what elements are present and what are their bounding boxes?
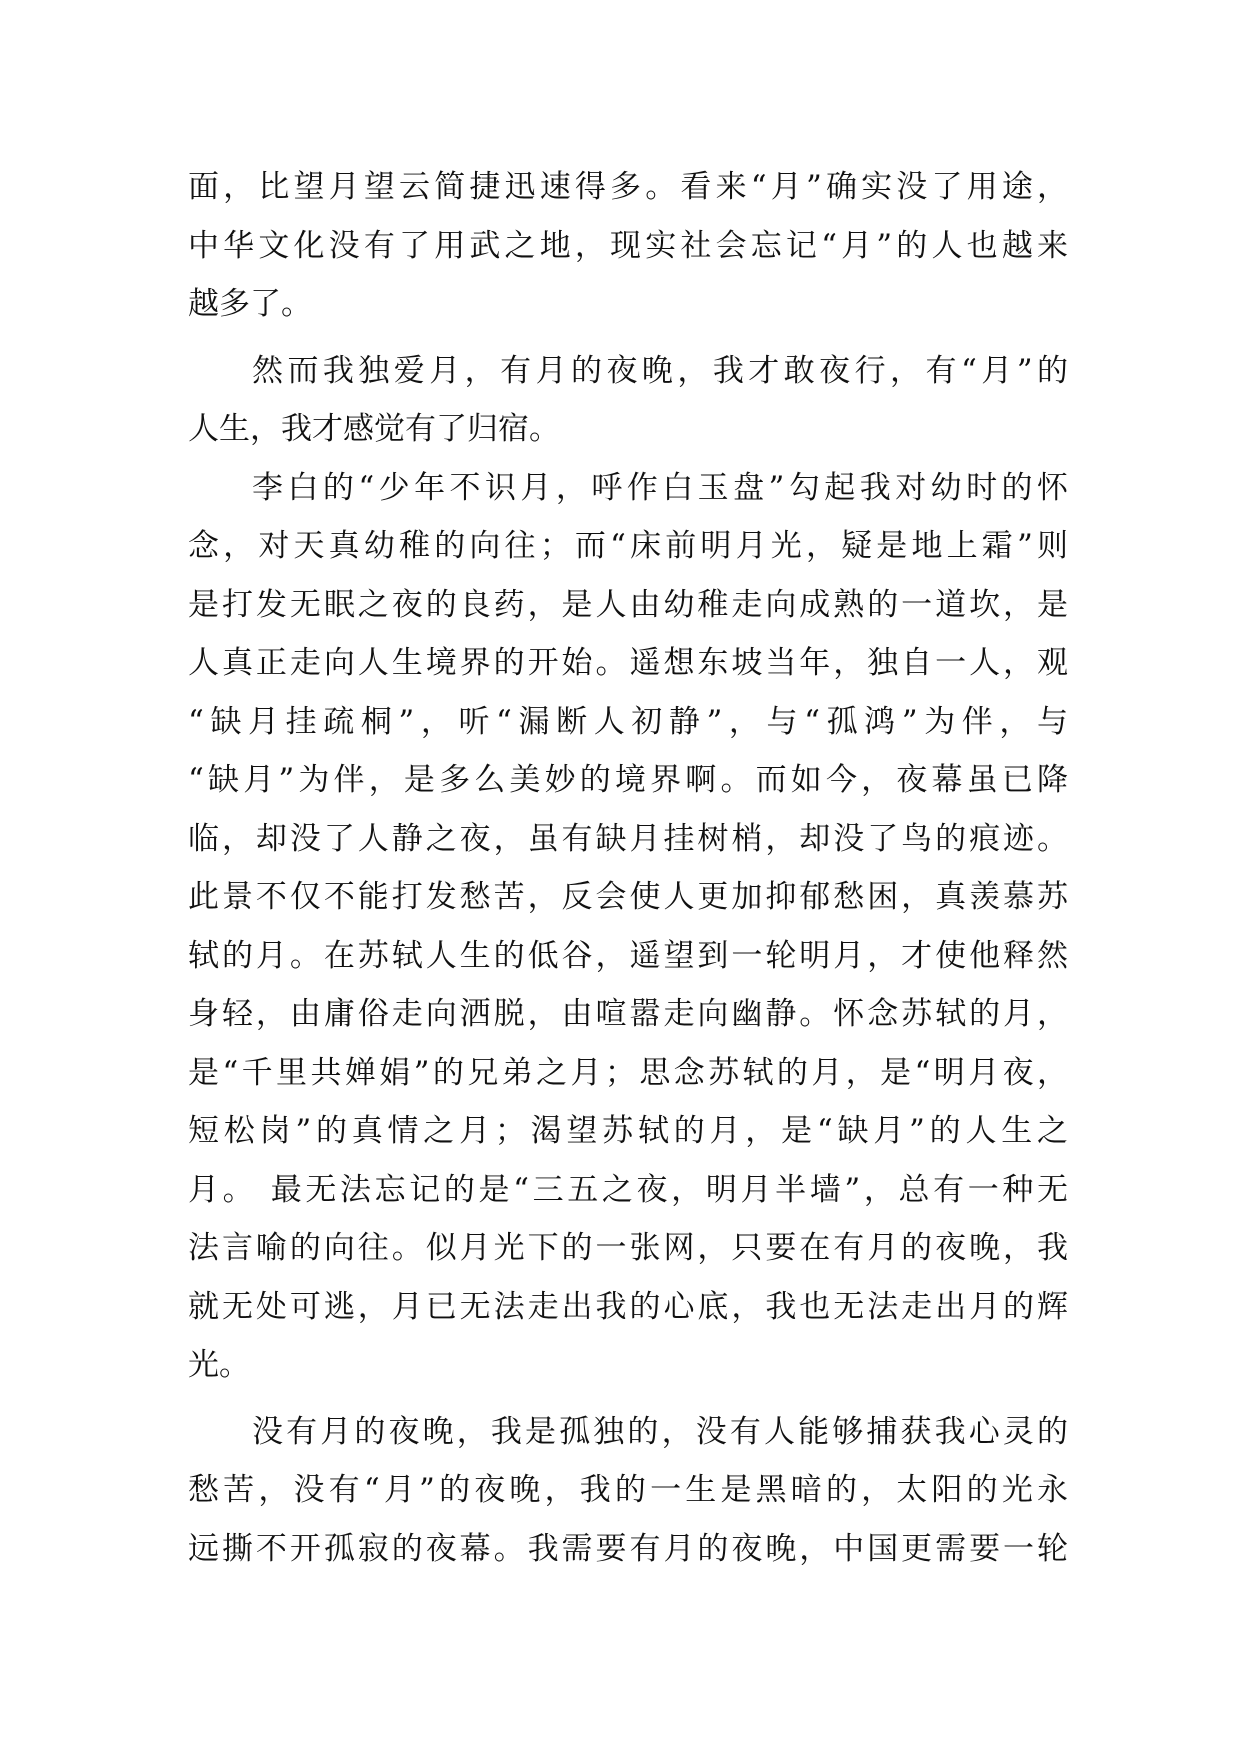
text-line: 面，比望月望云简捷迅速得多。看来“月”确实没了用途， bbox=[188, 169, 1068, 205]
text-line: 此景不仅不能打发愁苦，反会使人更加抑郁愁困，真羡慕苏 bbox=[188, 879, 1068, 915]
text-line: 光。 bbox=[188, 1347, 250, 1383]
text-line: 中华文化没有了用武之地，现实社会忘记“月”的人也越来 bbox=[188, 227, 1068, 264]
text-line: 身轻，由庸俗走向洒脱，由喧嚣走向幽静。怀念苏轼的月， bbox=[188, 996, 1068, 1032]
paragraph-2 bbox=[188, 342, 1068, 459]
text-line: 然而我独爱月，有月的夜晚，我才敢夜行，有“月”的 bbox=[252, 352, 1068, 389]
paragraph-4 bbox=[188, 1403, 1068, 1579]
document-body bbox=[188, 158, 1068, 1578]
paragraph-3 bbox=[188, 459, 1068, 1395]
text-line: 没有月的夜晚，我是孤独的，没有人能够捕获我心灵的 bbox=[252, 1413, 1068, 1450]
text-line: 是“千里共婵娟”的兄弟之月；思念苏轼的月，是“明月夜， bbox=[188, 1054, 1068, 1091]
text-line: 临，却没了人静之夜，虽有缺月挂树梢，却没了鸟的痕迹。 bbox=[188, 820, 1068, 857]
text-line: 法言喻的向往。似月光下的一张网，只要在有月的夜晚，我 bbox=[188, 1230, 1068, 1266]
text-line: 是打发无眠之夜的良药，是人由幼稚走向成熟的一道坎，是 bbox=[188, 586, 1068, 623]
text-line: 愁苦，没有“月”的夜晚，我的一生是黑暗的，太阳的光永 bbox=[188, 1472, 1068, 1508]
paragraph-1 bbox=[188, 158, 1068, 334]
text-line: 就无处可逃，月已无法走出我的心底，我也无法走出月的辉 bbox=[188, 1288, 1068, 1325]
text-line: 念，对天真幼稚的向往；而“床前明月光，疑是地上霜”则 bbox=[188, 528, 1068, 564]
text-line: “缺月”为伴，是多么美妙的境界啊。而如今，夜幕虽已降 bbox=[188, 762, 1068, 798]
text-line: 人真正走向人生境界的开始。遥想东坡当年，独自一人，观 bbox=[188, 645, 1068, 681]
text-line: 越多了。 bbox=[188, 286, 312, 322]
text-line: 远撕不开孤寂的夜幕。我需要有月的夜晚，中国更需要一轮 bbox=[188, 1530, 1068, 1567]
text-line: 轼的月。在苏轼人生的低谷，遥望到一轮明月，才使他释然 bbox=[188, 937, 1068, 974]
text-line: 短松岗”的真情之月；渴望苏轼的月，是“缺月”的人生之 bbox=[188, 1113, 1068, 1149]
text-line: “缺月挂疏桐”，听“漏断人初静”，与“孤鸿”为伴，与 bbox=[188, 703, 1068, 740]
text-line: 李白的“少年不识月，呼作白玉盘”勾起我对幼时的怀 bbox=[252, 469, 1068, 506]
text-line: 月。 最无法忘记的是“三五之夜，明月半墙”，总有一种无 bbox=[188, 1171, 1068, 1208]
text-line: 人生，我才感觉有了归宿。 bbox=[188, 411, 560, 447]
